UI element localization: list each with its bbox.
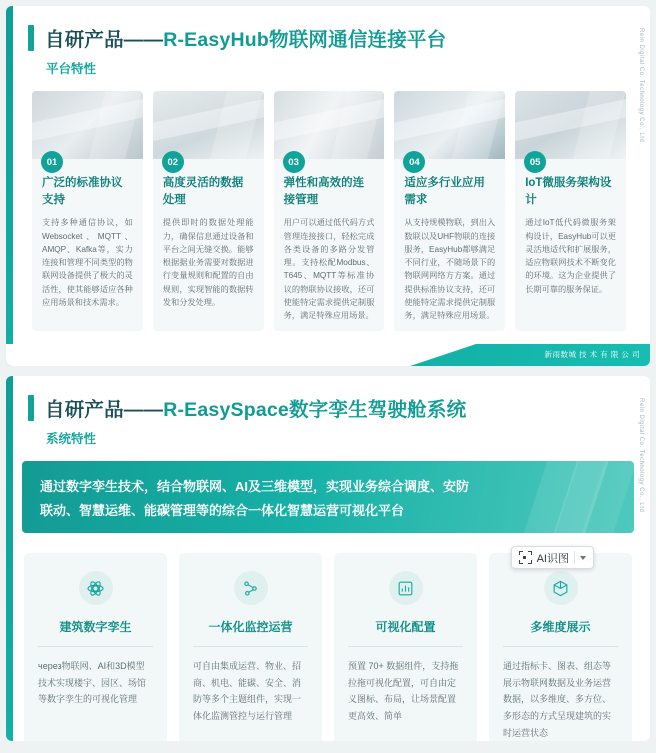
feature-card bbox=[274, 91, 385, 331]
button-divider bbox=[574, 551, 575, 564]
card-title: 广泛的标准协议支持 bbox=[42, 177, 123, 206]
slide2-banner bbox=[22, 461, 634, 533]
card-number-badge: 04 bbox=[403, 151, 425, 173]
card-body: 提供即时的数据处理能力，确保信息通过设备和平台之间无缝交换。能够根据据业务需要对数据进行变量规则和配置的自由规则，实现智能的数据转发和分发处理。 bbox=[162, 218, 254, 308]
card-image bbox=[515, 91, 626, 159]
chevron-down-icon[interactable] bbox=[580, 556, 586, 560]
chart-config-icon bbox=[389, 571, 423, 605]
multi-dimension-icon bbox=[544, 571, 578, 605]
card-image bbox=[32, 91, 143, 159]
slide1-title-row bbox=[6, 6, 650, 52]
banner-text bbox=[22, 461, 634, 523]
card-title: 高度灵活的数据处理 bbox=[162, 177, 244, 206]
slide1-subtitle: 平台特性 bbox=[46, 62, 97, 76]
card-image bbox=[274, 91, 385, 159]
system-feature-card bbox=[334, 553, 477, 741]
digital-twin-icon bbox=[79, 571, 113, 605]
slide2-side-text: Rein Digital Co. Technology Co., Ltd bbox=[638, 398, 644, 513]
monitor-ops-icon bbox=[234, 571, 268, 605]
card-body: 用户可以通过低代码方式管理连接接口，轻松完成各类设备的多路分发管理。支持松配Modbus、T645、MQTT等标准协议的物联协议接收，还可使能特定需求提供定制服务，满足特殊应用场景。 bbox=[283, 218, 375, 321]
slide2-title-highlight: R-EasySpace数字孪生驾驶舱系统 bbox=[163, 399, 467, 421]
card-number-badge: 05 bbox=[524, 151, 546, 173]
card-divider bbox=[193, 646, 308, 647]
feature-card bbox=[515, 91, 626, 331]
card-title: 建筑数字孪生 bbox=[59, 620, 132, 634]
slide1-title bbox=[45, 24, 446, 52]
company-name: 新雨数城 技 术 有 限 公 司 bbox=[544, 350, 640, 359]
slide1-footer-ribbon bbox=[6, 344, 650, 366]
slide1-card-list bbox=[6, 77, 650, 331]
card-image bbox=[153, 91, 264, 159]
card-number-badge: 01 bbox=[41, 151, 63, 173]
card-body: 预置 70+ 数据组件，支持拖拉拖可视化配置，可自由定义图标、布局，让场景配置更高效、简单 bbox=[348, 661, 459, 721]
slide2-title-plain: 自研产品—— bbox=[45, 399, 164, 421]
card-number-badge: 03 bbox=[283, 151, 305, 173]
card-body: через物联网、AI和3D模型技术实现楼宇、园区、场馆等数字孪生的可视化管理 bbox=[38, 661, 147, 705]
title-marker bbox=[28, 395, 34, 421]
slide-easyhub bbox=[6, 6, 650, 366]
card-number-badge: 02 bbox=[162, 151, 184, 173]
document-page bbox=[0, 6, 656, 753]
title-marker bbox=[28, 25, 34, 51]
card-title: 一体化监控运营 bbox=[208, 620, 293, 634]
feature-card bbox=[394, 91, 505, 331]
card-divider bbox=[38, 646, 153, 647]
card-title: IoT微服务架构设计 bbox=[525, 177, 612, 206]
banner-line-1: 通过数字孪生技术，结合物联网、AI及三维模型，实现业务综合调度、安防 bbox=[40, 479, 470, 494]
slide1-side-text: Rein Digital Co. Technology Co., Ltd bbox=[638, 28, 644, 143]
feature-card bbox=[32, 91, 143, 331]
ai-recognize-label: AI识图 bbox=[536, 552, 569, 565]
slide1-title-highlight: R-EasyHub物联网通信连接平台 bbox=[163, 29, 447, 51]
card-body: 通过指标卡、图表、组态等展示物联网数据及业务运营数据，以多维度、多方位、多形态的方式呈现建筑的实时运营状态 bbox=[503, 661, 612, 738]
card-image bbox=[394, 91, 505, 159]
card-body: 通过IoT低代码微服务架构设计，EasyHub可以更灵活地适代和扩展服务，适应物联网技术不断变化的环境。这为企业提供了长期可靠的服务保证。 bbox=[525, 218, 616, 294]
ai-recognize-button[interactable] bbox=[511, 546, 594, 569]
scan-icon bbox=[519, 551, 532, 564]
system-feature-card bbox=[24, 553, 167, 741]
card-divider bbox=[503, 646, 618, 647]
card-title: 多维度展示 bbox=[530, 620, 591, 634]
system-feature-card bbox=[179, 553, 322, 741]
system-feature-card bbox=[489, 553, 632, 741]
banner-line-2: 联动、智慧运维、能碳管理等的综合一体化智慧运营可视化平台 bbox=[40, 503, 405, 519]
card-title: 可视化配置 bbox=[375, 620, 436, 634]
slide2-title bbox=[45, 394, 466, 422]
slide2-title-row bbox=[6, 376, 650, 422]
card-body: 从支持规模物联，到出入数联以及UHF物联的连接服务，EasyHub都够满足不同行业，不随场景下的物联网网络方方案。通过提供标准协议支持，还可使能特定需求提供定制服务，满足特殊应用场景。 bbox=[404, 218, 496, 321]
slide-accent-bar bbox=[6, 376, 13, 741]
card-divider bbox=[348, 646, 463, 647]
slide2-subtitle: 系统特性 bbox=[46, 432, 97, 446]
card-body: 可自由集成运营、物业、招商、机电、能碳、安全、消防等多个主题组件，实现一体化监测管控与运行管理 bbox=[193, 661, 302, 721]
card-title: 适应多行业应用需求 bbox=[404, 177, 485, 206]
card-title: 弹性和高效的连接管理 bbox=[283, 177, 365, 206]
slide-accent-bar bbox=[6, 6, 13, 366]
feature-card bbox=[153, 91, 264, 331]
slide1-title-plain: 自研产品—— bbox=[45, 29, 164, 51]
card-body: 支持多种通信协议，如 Websocket、MQTT、AMQP、Kafka等，实力连接和管理不同类型的物联网设备提供了极大的灵活性，使其能够适应各种应用场景和技术需求。 bbox=[42, 218, 133, 308]
